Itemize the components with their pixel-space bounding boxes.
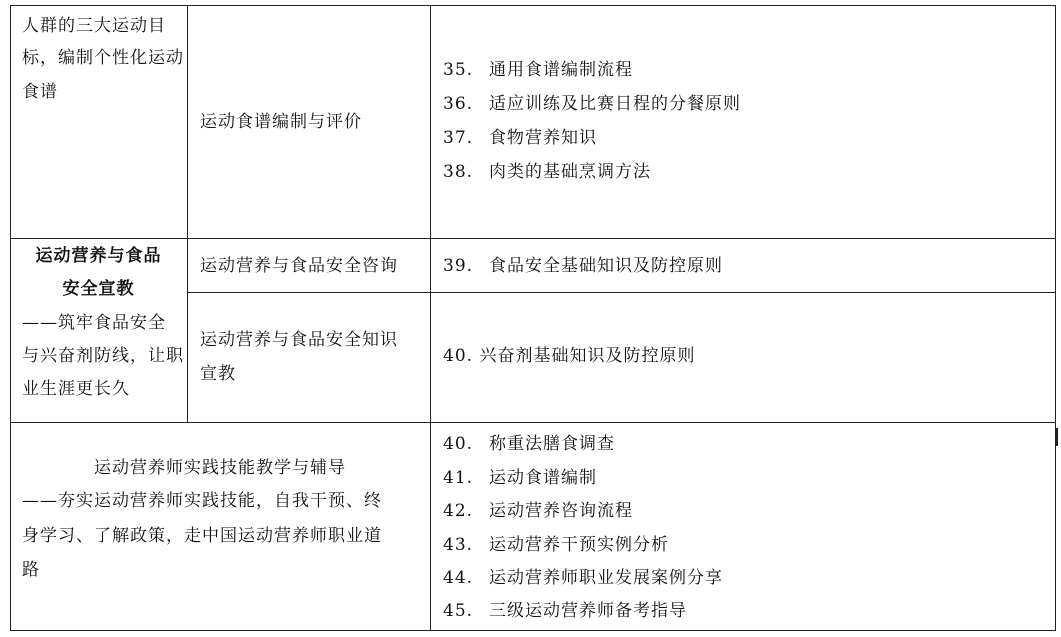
module-heading: 安全宣教 [62, 279, 135, 299]
row2-sub-divider [187, 292, 1056, 293]
col2-divider [430, 5, 431, 631]
list-item: 44. 运动营养师职业发展案例分享 [443, 568, 723, 588]
list-item: 41. 运动食谱编制 [443, 468, 597, 488]
cursor-mark [1056, 428, 1058, 446]
col1-divider [187, 5, 188, 423]
list-item: 37. 食物营养知识 [443, 128, 597, 148]
list-item: 36. 适应训练及比赛日程的分餐原则 [443, 94, 741, 114]
list-item: 42. 运动营养咨询流程 [443, 501, 633, 521]
row2-sub1-unit-title: 运动营养与食品安全咨询 [200, 256, 398, 276]
list-item: 35. 通用食谱编制流程 [443, 60, 633, 80]
row1-col1-line: 食谱 [22, 82, 58, 102]
list-item: 39. 食品安全基础知识及防控原则 [443, 256, 723, 276]
table-border-bottom [10, 630, 1056, 631]
row1-col1-line: 人群的三大运动目 [22, 16, 166, 36]
module-subtitle-line: 业生涯更长久 [22, 379, 130, 399]
row1-bottom-line [10, 238, 1056, 239]
row1-col1-line: 标，编制个性化运动 [22, 48, 184, 68]
module-subtitle-line: ——筑牢食品安全 [22, 313, 166, 333]
row2-sub2-unit-title: 运动营养与食品安全知识 [200, 330, 398, 350]
row2-sub2-unit-title: 宣教 [200, 364, 236, 384]
list-item: 40. 兴奋剂基础知识及防控原则 [443, 346, 696, 366]
row1-unit-title: 运动食谱编制与评价 [200, 112, 362, 132]
list-item: 45. 三级运动营养师备考指导 [443, 601, 687, 621]
list-item: 40. 称重法膳食调查 [443, 434, 615, 454]
module-subtitle-line: 与兴奋剂防线，让职 [22, 346, 184, 366]
table-border-left [10, 5, 11, 631]
list-item: 43. 运动营养干预实例分析 [443, 535, 669, 555]
list-item: 38. 肉类的基础烹调方法 [443, 162, 651, 182]
row2-bottom-line [10, 422, 1056, 423]
module-heading: 运动营养与食品 [35, 246, 162, 266]
module-title: 运动营养师实践技能教学与辅导 [94, 458, 346, 478]
module-desc-line: ——夯实运动营养师实践技能，自我干预、终 [22, 491, 382, 511]
module-desc-line: 身学习、了解政策，走中国运动营养师职业道 [22, 526, 382, 546]
table-border-right [1055, 5, 1056, 631]
table-border-top [10, 5, 1056, 6]
module-desc-line: 路 [22, 560, 40, 580]
